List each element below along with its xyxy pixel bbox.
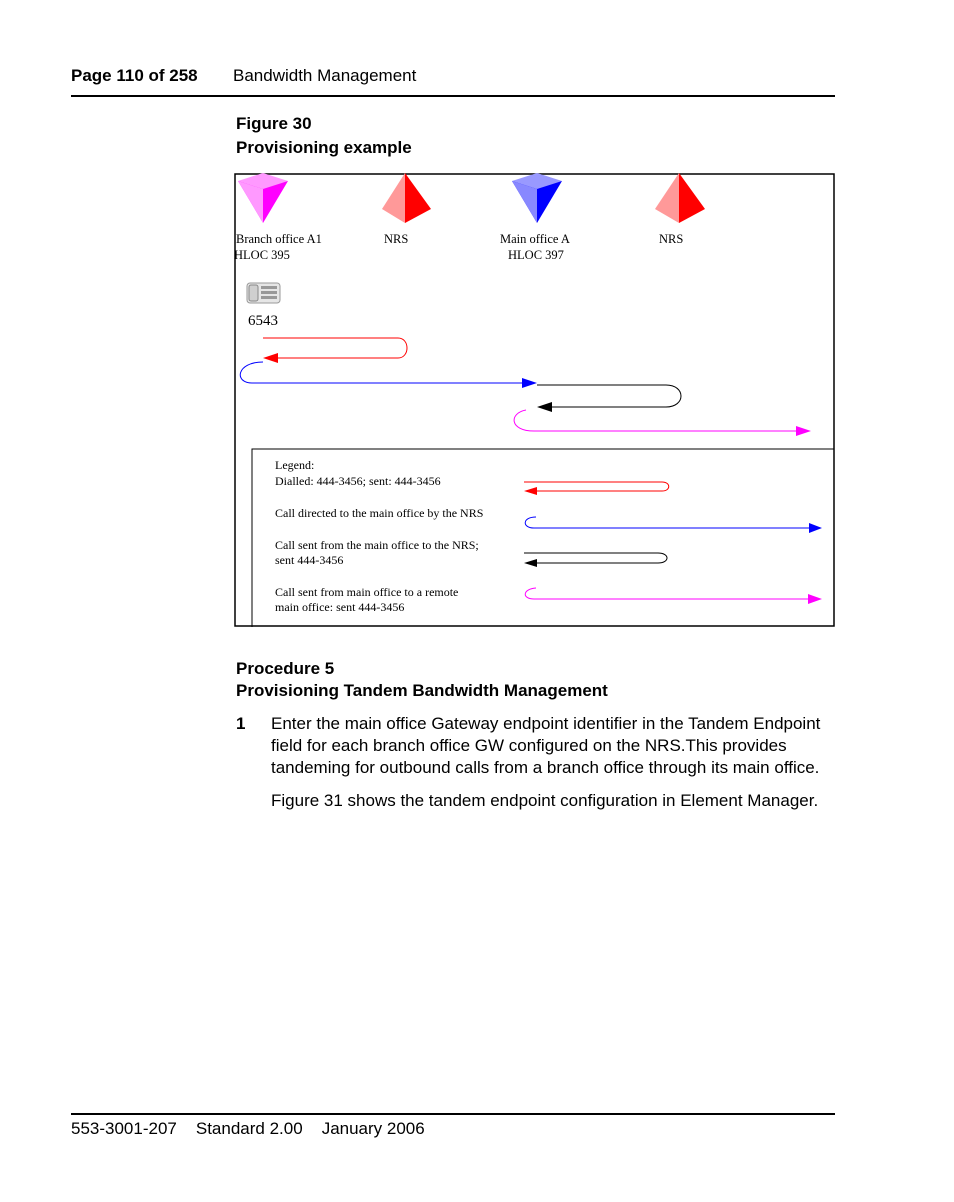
step-text-line: Enter the main office Gateway endpoint identifier in the Tandem Endpoint xyxy=(271,714,821,733)
node-label: Branch office A1 xyxy=(236,232,322,246)
footer xyxy=(71,1119,425,1139)
legend-item-label: sent 444-3456 xyxy=(275,553,344,567)
legend-item-label: Call directed to the main office by the NRS xyxy=(275,506,484,520)
legend-item-label: Call sent from the main office to the NRS; xyxy=(275,538,479,552)
step-text-line: field for each branch office GW configured on the NRS.This provides xyxy=(271,736,787,755)
doc-date: January 2006 xyxy=(321,1119,425,1138)
step-note: Figure 31 shows the tandem endpoint configuration in Element Manager. xyxy=(271,791,819,810)
node-label: NRS xyxy=(384,232,409,246)
section-title: Bandwidth Management xyxy=(233,66,417,85)
legend-item-label: Call sent from main office to a remote xyxy=(275,585,459,599)
procedure-label: Procedure 5 xyxy=(236,659,335,678)
node-label: HLOC 397 xyxy=(508,248,564,262)
node-label: NRS xyxy=(659,232,684,246)
legend-title: Legend: xyxy=(275,458,315,472)
doc-standard: Standard 2.00 xyxy=(195,1119,303,1138)
legend-item-label: Dialled: 444-3456; sent: 444-3456 xyxy=(275,474,441,488)
header-rule xyxy=(71,95,835,97)
phone-icon xyxy=(247,283,280,303)
node-label: HLOC 395 xyxy=(234,248,290,262)
node-label: Main office A xyxy=(500,232,570,246)
step-text xyxy=(271,713,820,779)
procedure-title: Provisioning Tandem Bandwidth Management xyxy=(236,681,608,700)
doc-number: 553-3001-207 xyxy=(71,1119,177,1138)
page-number: Page 110 of 258 xyxy=(71,66,198,85)
step-number: 1 xyxy=(236,714,246,733)
legend-item-label: main office: sent 444-3456 xyxy=(275,600,405,614)
provisioning-figure xyxy=(234,173,836,628)
phone-number: 6543 xyxy=(248,313,278,329)
step-text-line: tandeming for outbound calls from a branch office through its main office. xyxy=(271,758,820,777)
figure-title: Provisioning example xyxy=(236,138,412,157)
footer-rule xyxy=(71,1113,835,1115)
figure-label: Figure 30 xyxy=(236,114,312,133)
